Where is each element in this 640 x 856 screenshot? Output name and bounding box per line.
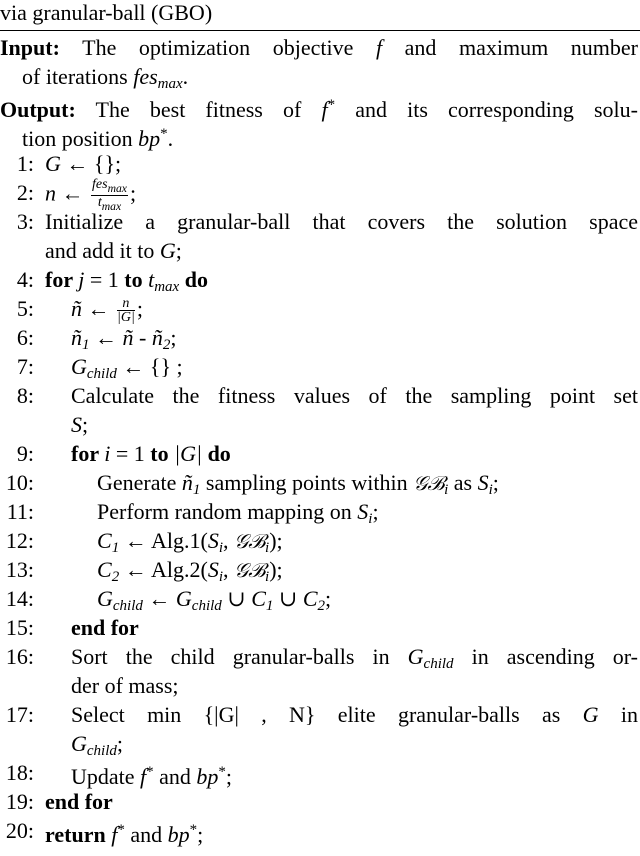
- text-segment: child: [86, 743, 117, 759]
- algorithm-line: [0, 526, 640, 555]
- text-segment: ;: [197, 822, 204, 847]
- line-content: [45, 207, 638, 236]
- text-segment: child: [112, 598, 143, 614]
- text-segment: n: [45, 180, 56, 206]
- text-segment: Select min {|G| , N} elite granular-balls as: [71, 702, 583, 727]
- text-segment: der of mass;: [71, 673, 179, 698]
- text-segment: max: [157, 76, 183, 92]
- line-number: 5:: [16, 296, 34, 321]
- text-segment: ;: [82, 412, 89, 437]
- text-segment: 𝒢ℬ: [413, 471, 445, 495]
- text-segment: G: [45, 151, 61, 176]
- text-segment: and its corresponding solu-: [335, 97, 638, 122]
- text-segment: fes: [133, 64, 158, 89]
- text-segment: i: [218, 540, 223, 556]
- text-segment: ← {} ;: [116, 354, 183, 379]
- text-segment: ñ: [71, 296, 82, 321]
- line-content: [71, 381, 638, 410]
- algorithm-line: [0, 584, 640, 613]
- text-segment: 1: [265, 598, 274, 614]
- algorithm-line: [0, 207, 640, 236]
- line-number: 8:: [16, 383, 34, 408]
- text-segment: = 1: [84, 267, 125, 292]
- text-segment: ñ: [181, 470, 193, 495]
- keyword: to: [124, 267, 149, 292]
- text-segment: Sort the child granular-balls in: [71, 644, 408, 669]
- text-segment: = 1: [110, 441, 151, 466]
- line-number: 15:: [5, 615, 34, 640]
- fraction: [117, 297, 135, 324]
- algorithm-line: [0, 410, 640, 439]
- algorithm-line: [0, 352, 640, 381]
- text-segment: bp: [138, 126, 161, 151]
- text-segment: bp: [196, 764, 219, 789]
- text-segment: 2: [317, 598, 326, 614]
- text-segment: sampling points within: [200, 470, 414, 495]
- line-content: [45, 149, 638, 178]
- keyword: do: [179, 267, 208, 292]
- text-segment: *: [146, 764, 154, 780]
- keyword: end for: [45, 789, 113, 814]
- algorithm-line: [0, 236, 640, 265]
- text-segment: max: [154, 279, 180, 295]
- algorithm-line: [0, 700, 640, 729]
- line-content: [71, 700, 638, 729]
- text-segment: S: [71, 412, 82, 437]
- text-segment: ←: [82, 296, 115, 321]
- line-number: 19:: [5, 789, 34, 814]
- text-segment: ← {};: [60, 151, 122, 176]
- text-segment: The best fitness of: [95, 97, 322, 122]
- text-segment: i: [218, 569, 223, 585]
- text-segment: child: [86, 366, 117, 382]
- line-number: 13:: [5, 557, 34, 582]
- text-segment: Perform random mapping on: [97, 499, 358, 524]
- text-segment: ñ: [122, 325, 134, 350]
- text-segment: and: [153, 764, 197, 789]
- caption-rule: [0, 30, 640, 31]
- text-segment: child: [423, 656, 454, 672]
- algorithm-line: [0, 149, 640, 178]
- text-segment: Update: [71, 764, 141, 789]
- line-content: [71, 613, 638, 642]
- algorithm-line: [0, 729, 640, 758]
- text-segment: ←: [89, 325, 123, 350]
- algorithm-line: [0, 816, 640, 845]
- text-segment: and: [124, 822, 168, 847]
- text-segment: ;: [225, 764, 233, 789]
- text-segment: f: [111, 822, 118, 847]
- text-segment: *: [189, 822, 198, 838]
- line-number: 3:: [16, 209, 34, 234]
- line-number: 9:: [16, 441, 34, 466]
- text-segment: ;: [175, 238, 182, 263]
- text-segment: ,: [222, 528, 234, 553]
- denominator: |G|: [117, 310, 135, 326]
- algorithm-line: [0, 265, 640, 294]
- text-segment: t: [148, 267, 155, 292]
- keyword: for: [71, 441, 105, 466]
- text-segment: S: [207, 557, 219, 582]
- text-segment: G: [407, 644, 424, 669]
- text-segment: The optimization objective: [82, 35, 376, 60]
- algorithm-line: [0, 33, 640, 62]
- text-segment: *: [160, 126, 168, 142]
- line-number: 1:: [16, 151, 34, 176]
- text-segment: 2: [111, 569, 120, 585]
- text-segment: and maximum number: [382, 35, 639, 60]
- text-segment: S: [207, 528, 219, 553]
- text-segment: ;: [492, 470, 499, 495]
- line-number: 16:: [5, 644, 34, 669]
- text-segment: .: [182, 64, 189, 89]
- text-segment: C: [251, 586, 266, 611]
- algorithm-line: [0, 91, 640, 120]
- algorithm-line: [0, 555, 640, 584]
- text-segment: G: [71, 354, 87, 379]
- text-segment: ;: [136, 296, 143, 321]
- text-segment: tion position: [22, 126, 139, 151]
- text-segment: ←: [56, 180, 89, 206]
- algorithm-line: [0, 294, 640, 326]
- algorithm-line: [0, 758, 640, 787]
- algorithm-line: [0, 62, 640, 91]
- text-segment: Initialize a granular-ball that covers the solution space: [45, 209, 638, 234]
- line-number: 17:: [5, 702, 34, 727]
- keyword: end for: [71, 615, 139, 640]
- algorithm-line: [0, 671, 640, 700]
- numerator: n: [117, 297, 135, 311]
- text-segment: G: [97, 586, 113, 611]
- algorithm-caption: via granular-ball (GBO): [0, 0, 213, 25]
- text-segment: G: [71, 731, 87, 756]
- line-number: 14:: [5, 586, 34, 611]
- text-segment: i: [265, 540, 270, 556]
- algorithm-line: [0, 613, 640, 642]
- algorithm-body: [0, 33, 640, 845]
- algorithm-line: [0, 497, 640, 526]
- text-segment: ← Alg.1(: [119, 528, 208, 553]
- text-segment: bp: [167, 822, 190, 847]
- text-segment: .: [167, 126, 174, 151]
- io-label: Input:: [0, 35, 60, 60]
- text-segment: 2: [162, 337, 171, 353]
- text-segment: *: [117, 822, 125, 838]
- text-segment: in ascending or-: [453, 644, 638, 669]
- text-segment: ←: [142, 586, 176, 611]
- algorithm-line: [0, 787, 640, 816]
- text-segment: C: [302, 586, 318, 611]
- text-segment: G: [582, 702, 599, 727]
- text-segment: Generate: [97, 470, 182, 495]
- algorithm-line: [0, 120, 640, 149]
- line-content: [45, 236, 638, 265]
- text-segment: ∪: [273, 586, 303, 611]
- line-content: [71, 294, 638, 324]
- text-segment: ;: [325, 586, 332, 611]
- text-segment: in: [598, 702, 638, 727]
- text-segment: ← Alg.2(: [119, 557, 208, 582]
- text-segment: S: [357, 499, 369, 524]
- line-content: [71, 671, 638, 700]
- text-segment: C: [97, 557, 112, 582]
- line-number: 2:: [16, 180, 34, 205]
- text-segment: ;: [372, 499, 379, 524]
- denominator: $t_{max}$: [97, 194, 122, 213]
- text-segment: );: [269, 557, 283, 582]
- algorithm-line: [0, 381, 640, 410]
- text-segment: f: [140, 764, 147, 789]
- algorithm-line: [0, 177, 640, 213]
- algorithm-line: [0, 439, 640, 468]
- text-segment: ;: [170, 325, 177, 350]
- text-segment: i: [444, 482, 449, 498]
- keyword: return: [45, 822, 106, 847]
- text-segment: ñ: [71, 325, 82, 350]
- line-number: 20:: [5, 818, 34, 843]
- text-segment: Calculate the fitness values of the sampling point set: [71, 383, 638, 408]
- text-segment: -: [133, 325, 152, 350]
- text-segment: 1: [111, 540, 120, 556]
- algorithm-line: [0, 468, 640, 497]
- text-segment: ñ: [151, 325, 163, 350]
- text-segment: as: [448, 470, 478, 495]
- algorithm-line: [0, 323, 640, 352]
- line-number: 18:: [5, 760, 34, 785]
- line-content: [71, 439, 638, 468]
- subscript: max: [101, 199, 122, 213]
- text-segment: G: [175, 586, 192, 611]
- line-content: [71, 410, 638, 439]
- text-segment: 𝒢ℬ: [233, 529, 266, 553]
- io-label: Output:: [0, 97, 76, 122]
- text-segment: ;: [129, 180, 137, 206]
- algorithm-line: [0, 642, 640, 671]
- text-segment: ∪: [221, 586, 252, 611]
- subscript: max: [107, 181, 127, 195]
- numerator: fes$_{max}$: [92, 177, 127, 195]
- text-segment: i: [368, 511, 373, 527]
- text-segment: i: [104, 441, 111, 466]
- text-segment: f: [321, 97, 328, 122]
- text-segment: 1: [192, 482, 201, 498]
- text-segment: C: [97, 528, 112, 553]
- keyword: for: [45, 267, 79, 292]
- line-number: 7:: [16, 354, 34, 379]
- line-number: 6:: [16, 325, 34, 350]
- text-segment: and add it to: [45, 238, 160, 263]
- line-number: 10:: [5, 470, 34, 495]
- text-segment: ;: [116, 731, 124, 756]
- text-segment: i: [265, 569, 270, 585]
- text-segment: 𝒢ℬ: [233, 558, 266, 582]
- text-segment: j: [78, 267, 85, 292]
- text-segment: ,: [222, 557, 234, 582]
- text-segment: of iterations: [22, 64, 134, 89]
- line-number: 12:: [5, 528, 34, 553]
- text-segment: );: [269, 528, 283, 553]
- text-segment: child: [191, 598, 222, 614]
- line-content: [45, 816, 638, 849]
- text-segment: *: [218, 764, 226, 780]
- keyword: do: [202, 441, 231, 466]
- text-segment: G: [159, 238, 176, 263]
- text-segment: 1: [82, 337, 90, 353]
- text-segment: |G|: [174, 441, 203, 466]
- text-segment: i: [488, 482, 493, 498]
- line-number: 4:: [16, 267, 34, 292]
- keyword: to: [150, 441, 175, 466]
- line-content: [45, 787, 638, 816]
- line-content: [0, 33, 638, 62]
- text-segment: *: [327, 97, 336, 113]
- text-segment: f: [375, 35, 383, 60]
- line-number: 11:: [6, 499, 34, 524]
- text-segment: S: [477, 470, 489, 495]
